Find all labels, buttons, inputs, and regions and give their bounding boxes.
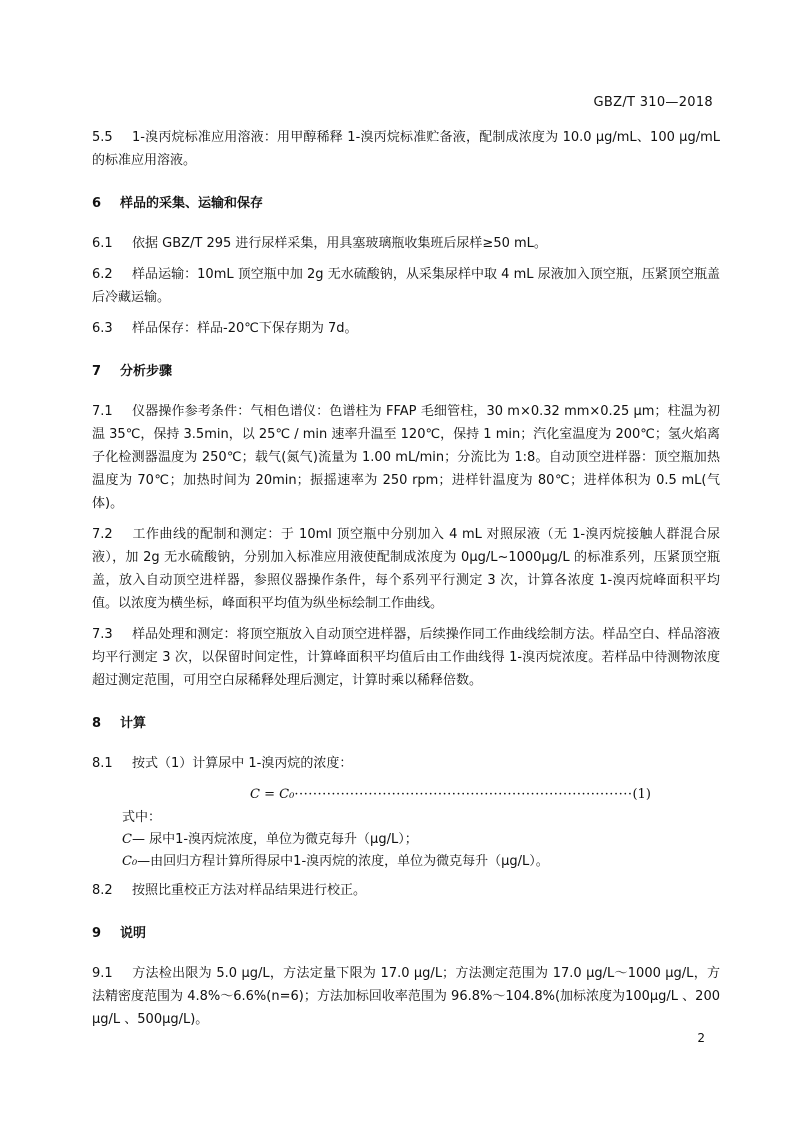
clause-text: 按式（1）计算尿中 1-溴丙烷的浓度：	[132, 756, 353, 771]
section-title: 分析步骤	[120, 364, 173, 379]
clause-text: 依据 GBZ/T 295 进行尿样采集，用具塞玻璃瓶收集班后尿样≥50 mL。	[132, 236, 547, 251]
section-9-heading	[92, 922, 720, 945]
formula-rhs: C₀	[279, 787, 295, 802]
section-title: 样品的采集、运输和保存	[120, 196, 264, 211]
legend-symbol: C	[122, 832, 132, 847]
section-title: 说明	[120, 926, 147, 941]
clause-text: 样品保存：样品-20℃下保存期为 7d。	[132, 321, 358, 336]
clause-text: 1-溴丙烷标准应用溶液：用甲醇稀释 1-溴丙烷标准贮备液，配制成浓度为 10.0 μg/mL、100 μg/mL 的标准应用溶液。	[92, 130, 720, 168]
clause-7-1	[92, 400, 720, 515]
formula-leader-dots: ·········································································	[294, 787, 633, 802]
legend-item	[122, 851, 720, 873]
formula-tag: (1)	[632, 787, 651, 802]
formula-legend	[122, 807, 720, 873]
clause-number: 7.3	[92, 627, 113, 642]
clause-7-2	[92, 523, 720, 615]
clause-text: 工作曲线的配制和测定：于 10ml 顶空瓶中分别加入 4 mL 对照尿液（无 1-溴丙烷接触人群混合尿液），加 2g 无水硫酸钠，分别加入标准应用液使配制成浓度为 0μg/L~1000μg/L 的标准系列，压紧顶空瓶盖，放入自动顶空进样器，参照仪器操作条件，每个系列平行测定 3 次，计算各浓度 1-溴丙烷峰面积平均值。以浓度为横坐标，峰面积平均值为纵坐标绘制工作曲线。	[92, 527, 720, 611]
clause-6-2	[92, 263, 720, 309]
clause-number: 6.2	[92, 267, 113, 282]
clause-5-5	[92, 126, 720, 172]
section-number: 9	[92, 926, 102, 941]
clause-number: 8.1	[92, 756, 113, 771]
section-7-heading	[92, 360, 720, 383]
legend-description: — 尿中1-溴丙烷浓度，单位为微克每升（μg/L）；	[131, 832, 418, 847]
clause-8-1	[92, 752, 720, 775]
clause-text: 样品处理和测定：将顶空瓶放入自动顶空进样器，后续操作同工作曲线绘制方法。样品空白、样品溶液均平行测定 3 次，以保留时间定性，计算峰面积平均值后由工作曲线得 1-溴丙烷浓度。若样品中待测物浓度超过测定范围，可用空白尿稀释处理后测定，计算时乘以稀释倍数。	[92, 627, 720, 688]
clause-number: 6.1	[92, 236, 113, 251]
section-number: 6	[92, 196, 102, 211]
clause-9-1	[92, 962, 720, 1031]
formula-lhs: C	[250, 787, 260, 802]
section-6-heading	[92, 192, 720, 215]
legend-intro: 式中：	[122, 810, 162, 825]
clause-text: 仪器操作参考条件：气相色谱仪：色谱柱为 FFAP 毛细管柱，30 m×0.32 mm×0.25 μm；柱温为初温 35℃，保持 3.5min，以 25℃ / min 速率升温至 120℃，保持 1 min；汽化室温度为 200℃；氢火焰离子化检测器温度为 250℃；载气(氮气)流量为 1.00 mL/min；分流比为 1:8。自动顶空进样器：顶空瓶加热温度为 70℃；加热时间为 20min；振摇速率为 250 rpm；进样针温度为 80℃；进样体积为 0.5 mL(气体)。	[92, 404, 720, 511]
clause-number: 9.1	[92, 966, 113, 981]
clause-number: 7.1	[92, 404, 113, 419]
section-number: 7	[92, 364, 102, 379]
page-number: 2	[697, 1031, 705, 1045]
section-number: 8	[92, 716, 102, 731]
formula-equals: =	[264, 787, 275, 802]
clause-text: 方法检出限为 5.0 μg/L，方法定量下限为 17.0 μg/L；方法测定范围为 17.0 μg/L～1000 μg/L，方法精密度范围为 4.8%～6.6%(n=6)；方法加标回收率范围为 96.8%～104.8%(加标浓度为100μg/L 、200 μg/L 、500μg/L)。	[92, 966, 720, 1027]
section-title: 计算	[120, 716, 147, 731]
legend-item	[122, 829, 720, 851]
legend-symbol: C₀	[122, 854, 138, 869]
document-body	[92, 126, 720, 1039]
clause-number: 6.3	[92, 321, 113, 336]
formula-1	[250, 783, 720, 807]
legend-description: —由回归方程计算所得尿中1-溴丙烷的浓度，单位为微克每升（μg/L）。	[137, 854, 549, 869]
clause-7-3	[92, 623, 720, 692]
section-8-heading	[92, 712, 720, 735]
clause-6-1	[92, 232, 720, 255]
clause-8-2	[92, 879, 720, 902]
clause-6-3	[92, 317, 720, 340]
clause-text: 样品运输：10mL 顶空瓶中加 2g 无水硫酸钠，从采集尿样中取 4 mL 尿液加入顶空瓶，压紧顶空瓶盖后冷藏运输。	[92, 267, 720, 305]
clause-number: 7.2	[92, 527, 113, 542]
clause-number: 8.2	[92, 883, 113, 898]
clause-text: 按照比重校正方法对样品结果进行校正。	[132, 883, 367, 898]
clause-number: 5.5	[92, 130, 113, 145]
standard-number: GBZ/T 310—2018	[593, 95, 713, 110]
